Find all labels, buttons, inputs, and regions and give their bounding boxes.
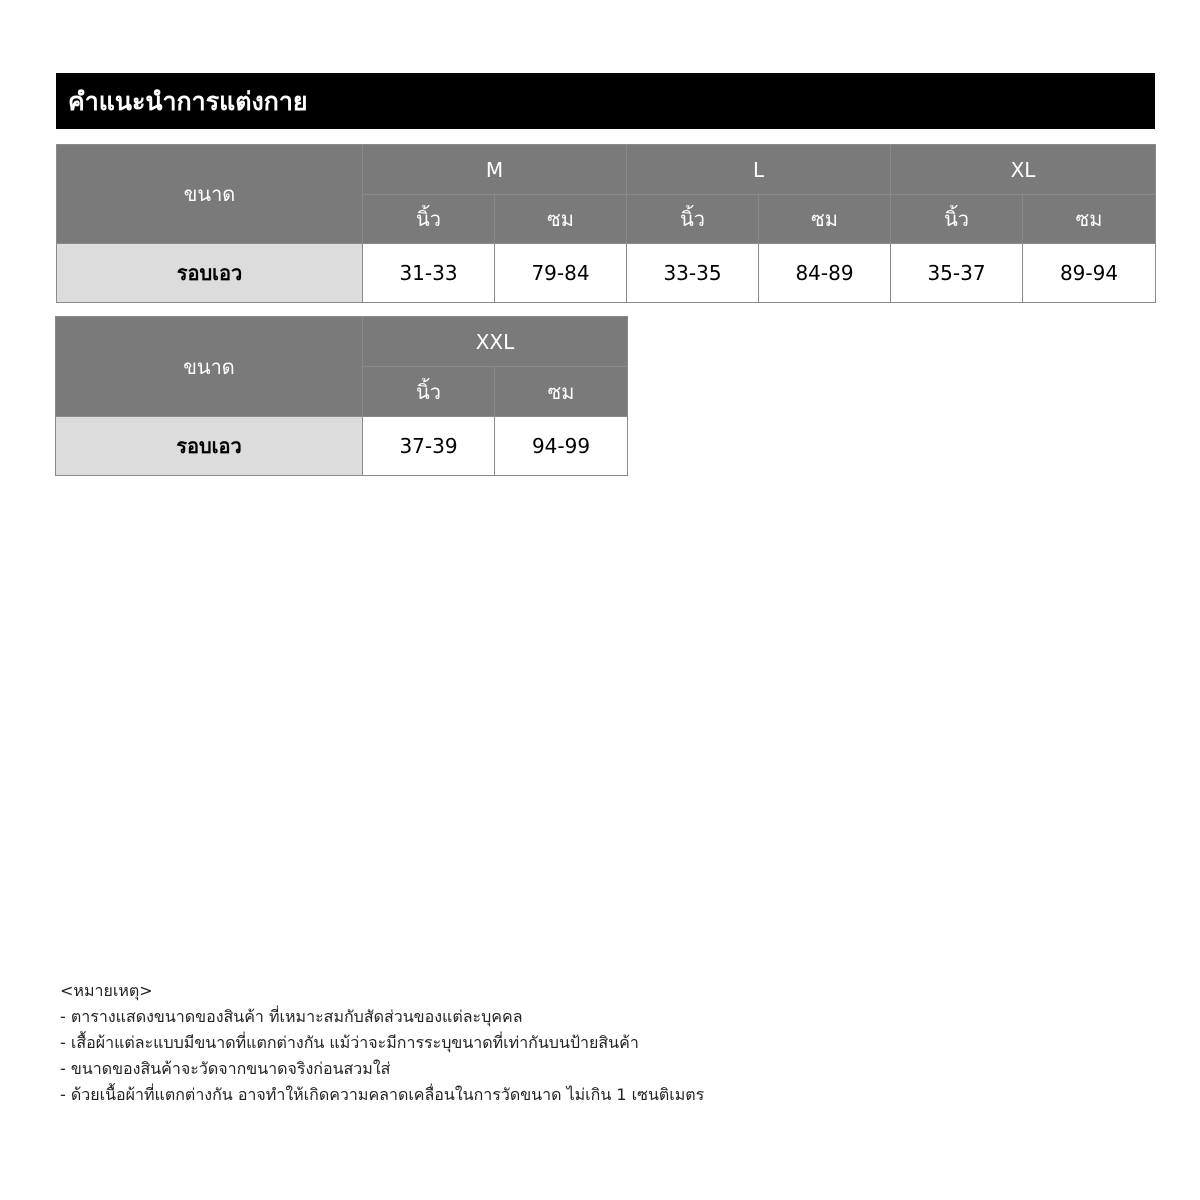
size-table-2 [55, 316, 628, 476]
size-header-cell: ขนาด [57, 145, 363, 244]
value-cell: 37-39 [363, 417, 495, 476]
unit-cm-header: ซม [495, 195, 627, 244]
unit-inch-header: นิ้ว [363, 367, 495, 417]
unit-inch-header: นิ้ว [363, 195, 495, 244]
size-xl-header: XL [891, 145, 1156, 195]
size-xxl-header: XXL [363, 317, 628, 367]
size-header-cell: ขนาด [56, 317, 363, 417]
size-l-header: L [627, 145, 891, 195]
note-line: - ด้วยเนื้อผ้าที่แตกต่างกัน อาจทำให้เกิดความคลาดเคลื่อนในการวัดขนาด ไม่เกิน 1 เซนติเมตร [60, 1085, 705, 1104]
unit-cm-header: ซม [759, 195, 891, 244]
note-line: - ตารางแสดงขนาดของสินค้า ที่เหมาะสมกับสัดส่วนของแต่ละบุคคล [60, 1007, 523, 1026]
notes-heading: <หมายเหตุ> [60, 981, 153, 1000]
unit-cm-header: ซม [495, 367, 628, 417]
note-line: - ขนาดของสินค้าจะวัดจากขนาดจริงก่อนสวมใส่ [60, 1059, 391, 1078]
unit-inch-header: นิ้ว [891, 195, 1023, 244]
notes-section [60, 978, 1160, 1108]
note-line: - เสื้อผ้าแต่ละแบบมีขนาดที่แตกต่างกัน แม้ว่าจะมีการระบุขนาดที่เท่ากันบนป้ายสินค้า [60, 1033, 639, 1052]
value-cell: 33-35 [627, 244, 759, 303]
unit-inch-header: นิ้ว [627, 195, 759, 244]
value-cell: 89-94 [1023, 244, 1156, 303]
waist-row-label: รอบเอว [56, 417, 363, 476]
value-cell: 84-89 [759, 244, 891, 303]
size-table-1 [56, 144, 1156, 303]
value-cell: 31-33 [363, 244, 495, 303]
value-cell: 94-99 [495, 417, 628, 476]
size-m-header: M [363, 145, 627, 195]
unit-cm-header: ซม [1023, 195, 1156, 244]
value-cell: 79-84 [495, 244, 627, 303]
title-bar [56, 73, 1155, 129]
value-cell: 35-37 [891, 244, 1023, 303]
waist-row-label: รอบเอว [57, 244, 363, 303]
page-title: คำแนะนำการแต่งกาย [68, 86, 308, 116]
